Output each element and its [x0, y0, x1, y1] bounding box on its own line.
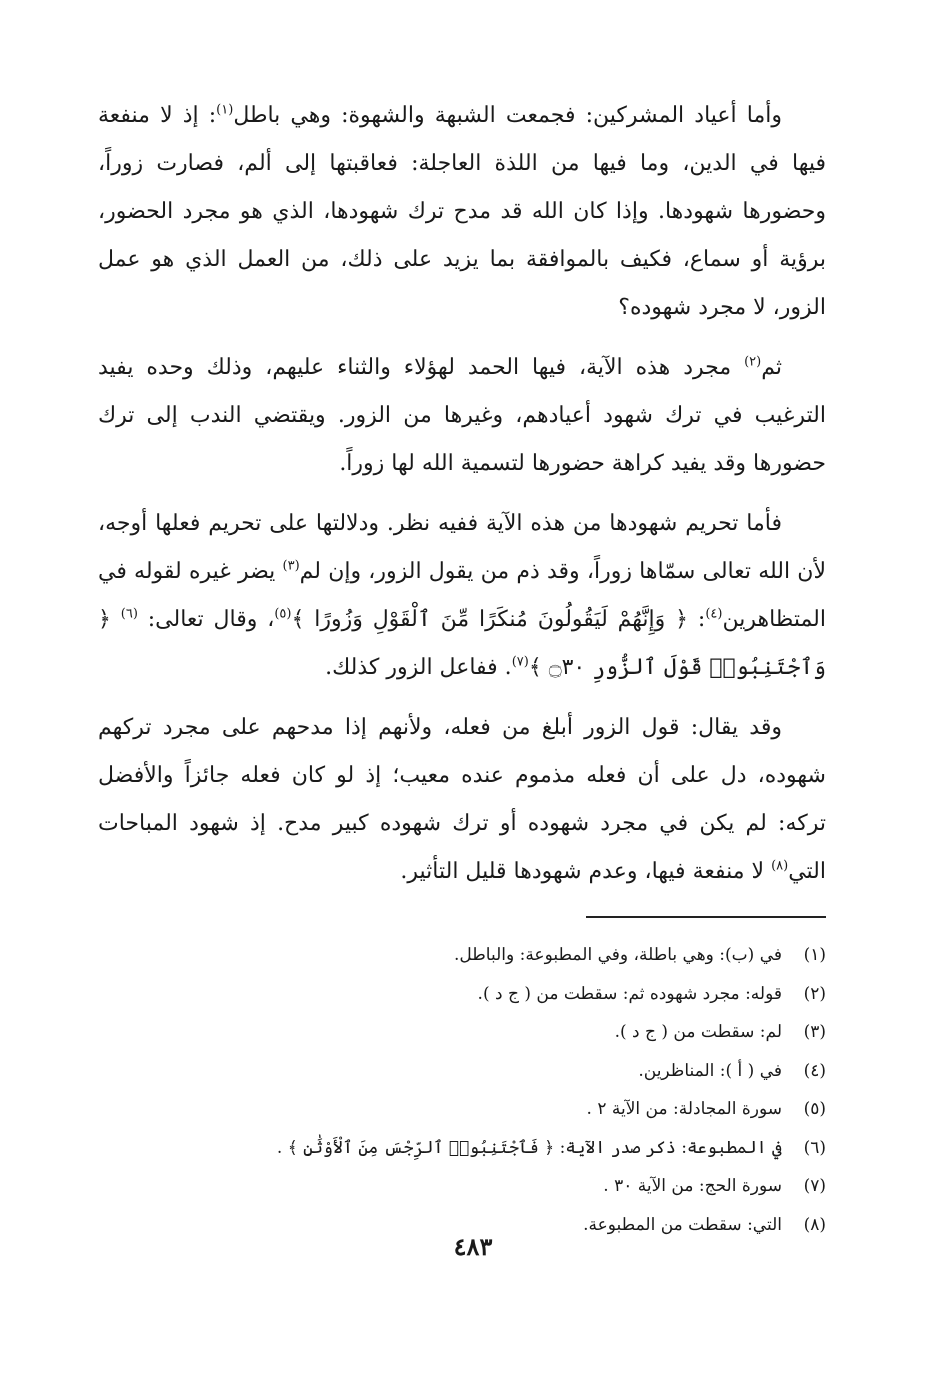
footnote-number: (٧): [803, 1176, 826, 1196]
paragraph-text: وأما أعياد المشركين: فجمعت الشبهة والشهوة: وهي باطل: [233, 103, 782, 128]
footnote-number: (٨): [803, 1214, 826, 1235]
footnote-number: (٤): [803, 1060, 826, 1081]
footnote-item: [98, 1013, 826, 1052]
paragraph: [98, 344, 826, 488]
page-number: ٤٨٣: [453, 1232, 493, 1261]
quran-verse: ﴿ وَٱجْتَنِبُوا۟ قَوْلَ ٱلزُّورِ ۝٣٠ ﴾: [98, 607, 826, 680]
footnote-text: لم: سقطت من ( ج د ).: [614, 1022, 782, 1042]
footnote-item: [98, 1090, 826, 1129]
footnote-ref: (٥): [274, 606, 292, 622]
paragraph-text: فأما تحريم شهودها من هذه الآية ففيه نظر. ودلالتها على تحريم فعلها أوجه، لأن الله تعالى سمّاها زوراً، وقد ذم من يقول الزور، وإن لم: [98, 511, 826, 584]
footnote-divider: [586, 916, 826, 918]
paragraph-text: ، وقال تعالى:: [137, 607, 275, 632]
quran-verse: ﴿ وَإِنَّهُمْ لَيَقُولُونَ مُنكَرًا مِّنَ ٱلْقَوْلِ وَزُورًا ﴾: [291, 607, 689, 632]
footnote-text: سورة الحج: من الآية ٣٠ .: [603, 1176, 782, 1196]
footnote-number: (٣): [803, 1022, 826, 1042]
paragraph-text: :: [688, 607, 706, 632]
footnote-ref: (٣): [282, 558, 300, 574]
footnote-item: [98, 1052, 826, 1091]
footnote-number: (٦): [803, 1137, 826, 1158]
footnote-item: [98, 936, 826, 975]
footnote-text: سورة المجادلة: من الآية ٢ .: [586, 1099, 782, 1119]
footnote-item: [98, 1129, 826, 1168]
paragraph: [98, 704, 826, 896]
footnote-ref: (٤): [705, 606, 723, 622]
paragraph: [98, 92, 826, 332]
footnote-ref: (٨): [771, 858, 789, 874]
paragraph-text: وقد يقال: قول الزور أبلغ من فعله، ولأنهم إذا مدحهم على مجرد تركهم شهوده، دل على أن فعله مذموم عنده معيب؛ إذ لو كان فعله جائزاً والأفضل تركه: لم يكن في مجرد شهوده أو ترك شهوده كبير مدح. إذ شهود المباحات التي: [98, 715, 826, 884]
paragraph-text: يضر غيره لقوله في المتظاهرين: [98, 559, 826, 632]
paragraph-text: ثم: [761, 355, 782, 380]
paragraph-text: لا منفعة فيها، وعدم شهودها قليل التأثير.: [400, 859, 772, 884]
footnote-ref: (٧): [511, 654, 529, 670]
footnote-ref: (٢): [744, 354, 762, 370]
footnote-item: [98, 975, 826, 1014]
footnote-text: التي: سقطت من المطبوعة.: [583, 1214, 782, 1235]
footnote-text: في المطبوعة: ذكر صدر الآية: ﴿ فَٱجْتَنِبُوا۟ ٱلرِّجْسَ مِنَ ٱلْأَوْثَٰنِ ﴾ .: [276, 1137, 782, 1158]
footnote-number: (٢): [803, 983, 826, 1004]
paragraph-text: : إذ لا منفعة فيها في الدين، وما فيها من اللذة العاجلة: فعاقبتها إلى ألم، فصارت زوراً، وحضورها شهودها. وإذا كان الله قد مدح ترك شهودها، الذي هو مجرد الحضور، برؤية أو سماع، فكيف بالموافقة بما يزيد على ذلك، من العمل الذي هو عمل الزور، لا مجرد شهوده؟: [98, 103, 826, 320]
footnote-text: في ( أ ): المناظرين.: [638, 1060, 782, 1081]
footnote-ref: (٦): [120, 606, 138, 622]
footnote-ref: (١): [216, 102, 234, 118]
footnote-number: (١): [803, 945, 826, 965]
footnote-text: في (ب): وهي باطلة، وفي المطبوعة: والباطل.: [453, 945, 782, 965]
paragraph: [98, 500, 826, 692]
main-text: [98, 92, 826, 896]
footnotes-list: [98, 936, 826, 1244]
footnote-number: (٥): [803, 1099, 826, 1119]
paragraph-text: . ففاعل الزور كذلك.: [325, 655, 512, 680]
footnote-text: قوله: مجرد شهوده ثم: سقطت من ( ج د ).: [477, 983, 782, 1004]
footnote-item: [98, 1167, 826, 1206]
paragraph-text: مجرد هذه الآية، فيها الحمد لهؤلاء والثناء عليهم، وذلك وحده يفيد الترغيب في ترك شهود أعيادهم، وغيرها من الزور. ويقتضي الندب إلى ترك حضورها وقد يفيد كراهة حضورها لتسمية الله لها زوراً.: [98, 355, 826, 476]
